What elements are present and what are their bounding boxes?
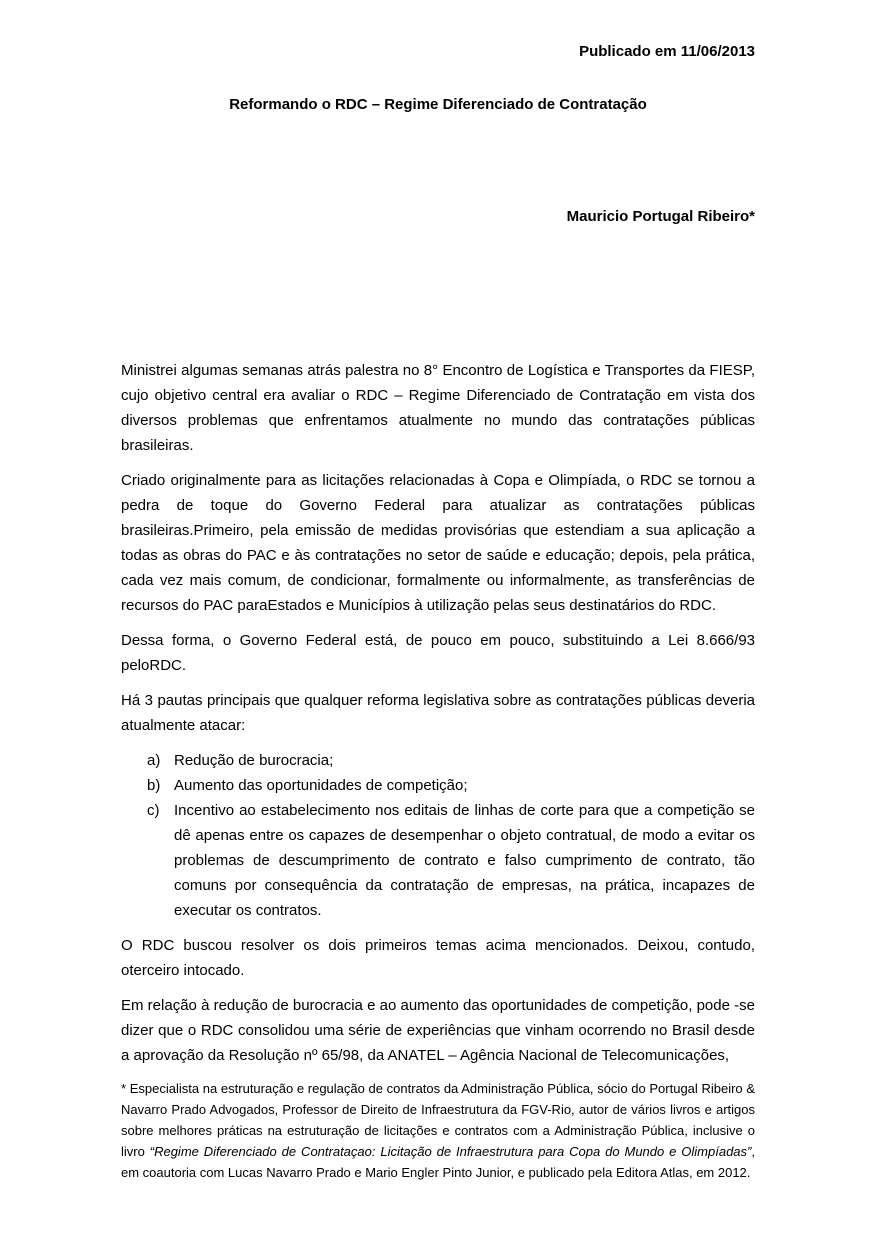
reform-agenda-list xyxy=(121,748,755,923)
list-item-a-text: Redução de burocracia; xyxy=(174,752,334,769)
body-paragraph-3: Dessa forma, o Governo Federal está, de pouco em pouco, substituindo a Lei 8.666/93 peloRDC. xyxy=(121,632,755,674)
footnote-book-title: “Regime Diferenciado de Contrataçao: Licitação de Infraestrutura para Copa do Mundo e Olimpíadas” xyxy=(149,1144,752,1159)
body-paragraph-1: Ministrei algumas semanas atrás palestra no 8° Encontro de Logística e Transportes da FIESP, cujo objetivo central era avaliar o RDC – Regime Diferenciado de Contratação em vista dos diversos problemas que enfrentamos atualmente no mundo das contratações públicas brasileiras. xyxy=(121,362,755,454)
body-paragraph-6: Em relação à redução de burocracia e ao aumento das oportunidades de competição, pode -se dizer que o RDC consolidou uma série de experiências que vinham ocorrendo no Brasil desde a aprovação da Resolução nº 65/98, da ANATEL – Agência Nacional de Telecomunicações, xyxy=(121,997,755,1064)
footnote xyxy=(121,1078,755,1183)
list-item-c-text: Incentivo ao estabelecimento nos editais de linhas de corte para que a competição se dê apenas entre os capazes de desempenhar o objeto contratual, de modo a evitar os problemas de descumprimento de contrato e falso cumprimento de contrato, tão comuns por consequência da contratação de empresas, na prática, incapazes de executar os contratos. xyxy=(174,802,755,919)
document-title: Reformando o RDC – Regime Diferenciado de Contratação xyxy=(229,96,647,113)
body-paragraph-2: Criado originalmente para as licitações relacionadas à Copa e Olimpíada, o RDC se tornou a pedra de toque do Governo Federal para atualizar as contratações públicas brasileiras.Primeiro, pela emissão de medidas provisórias que estendiam a sua aplicação a todas as obras do PAC e às contratações no setor de saúde e educação; depois, pela prática, cada vez mais comum, de condicionar, formalmente ou informalmente, as transferências de recursos do PAC paraEstados e Municípios à utilização pelas seus destinatários do RDC. xyxy=(121,472,755,614)
body-paragraph-5: O RDC buscou resolver os dois primeiros temas acima mencionados. Deixou, contudo, oterceiro intocado. xyxy=(121,937,755,979)
document-body xyxy=(121,358,755,1068)
publication-date: Publicado em 11/06/2013 xyxy=(579,43,755,60)
list-item-a-marker: a) xyxy=(147,752,161,769)
list-item-c-marker: c) xyxy=(147,802,160,819)
footnote-text-before: * Especialista na estruturação e regulação de contratos da Administração Pública, sócio do Portugal Ribeiro & Navarro Prado Advogados, Professor de Direito de Infraestrutura da FGV-Rio, autor de vários livros e artigos sobre melhores práticas na estruturação de licitações e contratos com a Administração Pública, inclusive o livro xyxy=(121,1081,755,1159)
list-item-b-marker: b) xyxy=(147,777,161,794)
footnote-text-after: , em coautoria com Lucas Navarro Prado e Mario Engler Pinto Junior, e publicado pela Editora Atlas, em 2012. xyxy=(121,1144,755,1180)
list-item-b-text: Aumento das oportunidades de competição; xyxy=(174,777,468,794)
body-paragraph-4: Há 3 pautas principais que qualquer reforma legislativa sobre as contratações públicas deveria atualmente atacar: xyxy=(121,692,755,734)
list-item-c xyxy=(121,798,755,923)
list-item-b xyxy=(121,773,755,798)
author-byline: Mauricio Portugal Ribeiro* xyxy=(566,208,755,225)
list-item-a xyxy=(121,748,755,773)
